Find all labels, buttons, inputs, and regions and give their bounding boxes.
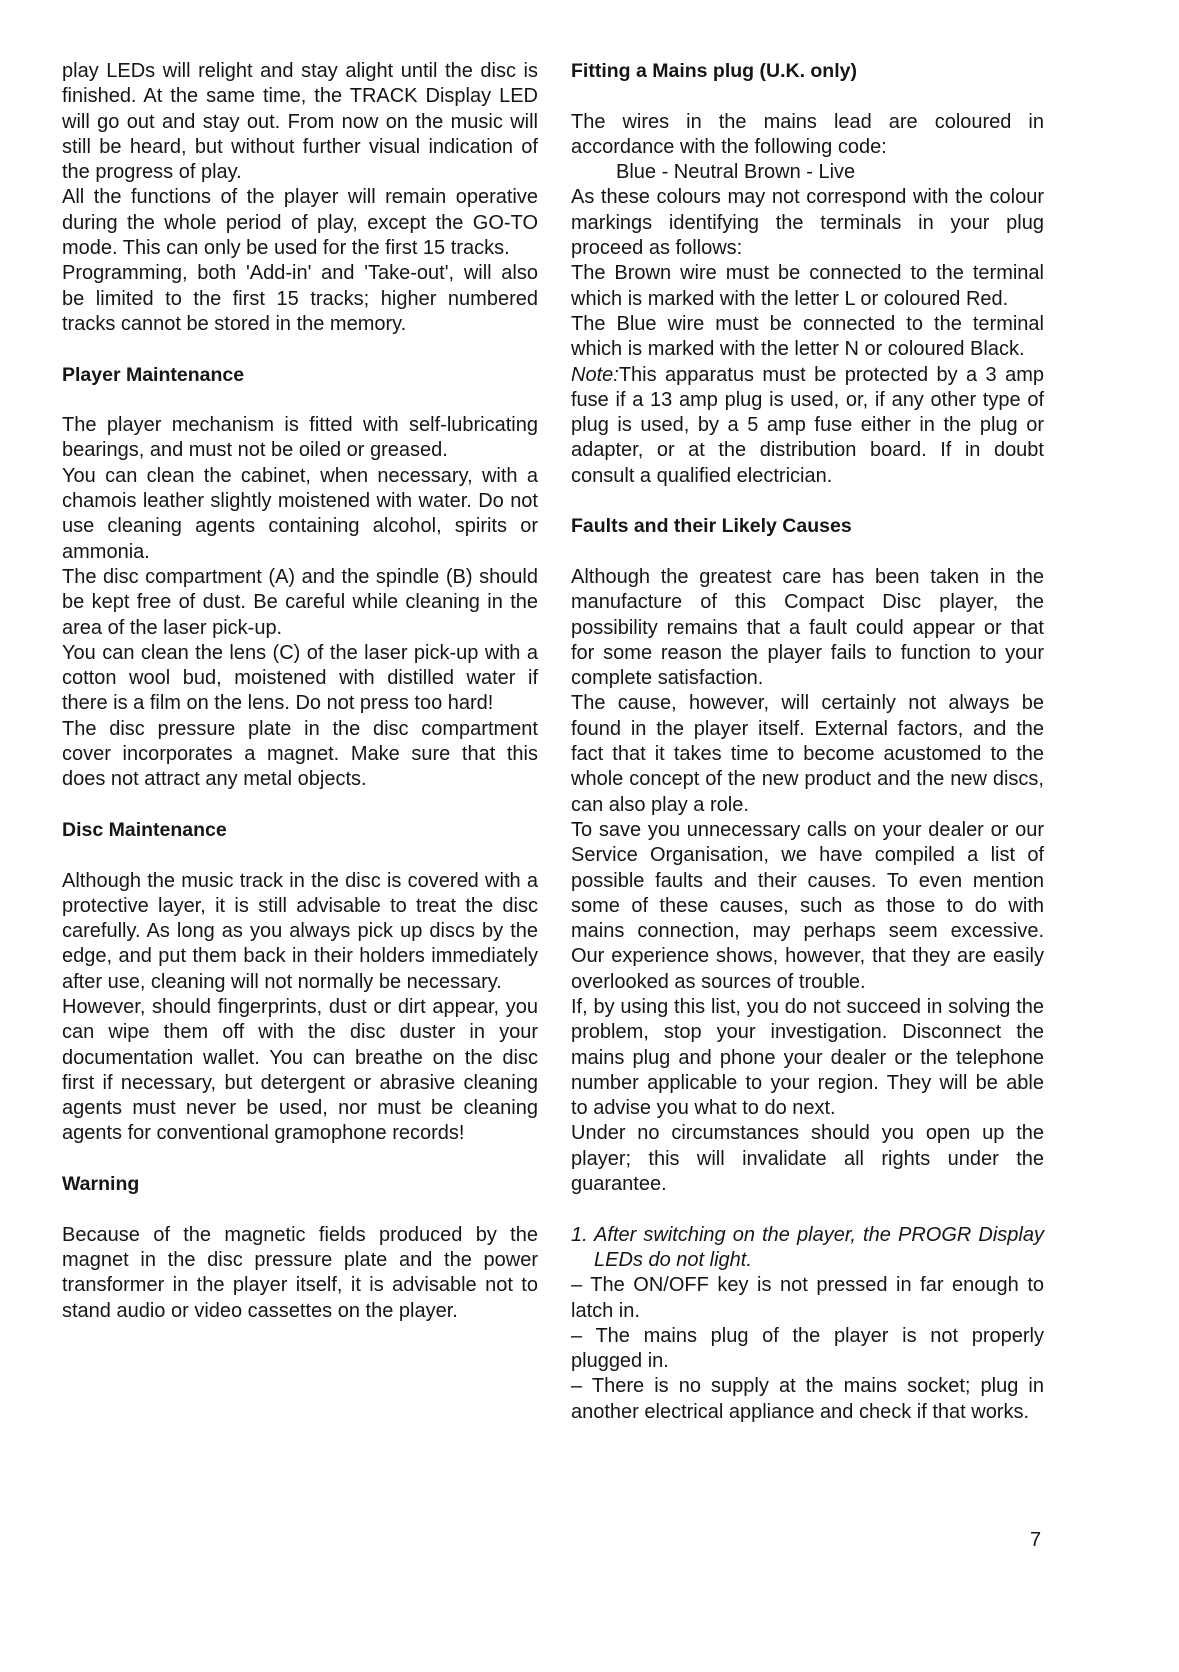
wire-colour-codes <box>571 160 1044 185</box>
paragraph: The cause, however, will certainly not always be found in the player itself. External factors, and the fact that it takes time to become acustomed to the whole concept of the new product and the new discs, can also play a role. <box>571 692 1044 816</box>
paragraph: If, by using this list, you do not succeed in solving the problem, stop your investigation. Disconnect the mains plug and phone your dealer or the telephone number applicable to your region. They will be able to advise you what to do next. <box>571 995 1044 1120</box>
paragraph: The disc compartment (A) and the spindle (B) should be kept free of dust. Be careful while cleaning in the area of the laser pick-up. <box>62 565 538 639</box>
paragraph: Programming, both 'Add-in' and 'Take-out', will also be limited to the first 15 tracks; higher numbered tracks cannot be stored in the memory. <box>62 262 538 335</box>
paragraph: You can clean the lens (C) of the laser pick-up with a cotton wool bud, moistened with distilled water if there is a film on the lens. Do not press too hard! <box>62 641 538 715</box>
paragraph: However, should fingerprints, dust or dirt appear, you can wipe them off with the disc duster in your documentation wallet. You can breathe on the disc first if necessary, but detergent or abrasive cleaning agents must never be used, nor must be cleaning agents for conventional gramophone records! <box>62 995 538 1145</box>
heading-warning: Warning <box>62 1173 140 1196</box>
note-text: This apparatus must be protected by a 3 amp fuse if a 13 amp plug is used, or, if any other type of plug is used, by a 5 amp fuse either in the plug or adapter, or at the distribution board. If in doubt consult a qualified electrician. <box>571 363 1044 487</box>
left-column <box>62 59 538 1324</box>
fault-cause: – The mains plug of the player is not properly plugged in. <box>571 1324 1044 1373</box>
paragraph: Although the music track in the disc is covered with a protective layer, it is still advisable to treat the disc carefully. As long as you always pick up discs by the edge, and put them back in their holders immediately after use, cleaning will not normally be necessary. <box>62 869 538 993</box>
code-blue: Blue - Neutral <box>616 161 739 184</box>
paragraph: The disc pressure plate in the disc compartment cover incorporates a magnet. Make sure that this does not attract any metal objects. <box>62 717 538 791</box>
paragraph: The player mechanism is fitted with self-lubricating bearings, and must not be oiled or greased. <box>62 414 538 462</box>
paragraph: To save you unnecessary calls on your dealer or our Service Organisation, we have compiled a list of possible faults and their causes. To even mention some of these causes, such as those to do with mains connection, may perhaps seem excessive. Our experience shows, however, that they are easily overlooked as sources of trouble. <box>571 818 1044 993</box>
code-brown: Brown - Live <box>744 161 856 184</box>
paragraph: play LEDs will relight and stay alight until the disc is finished. At the same time, the TRACK Display LED will go out and stay out. From now on the music will still be heard, but without further visual indication of the progress of play. <box>62 60 538 184</box>
paragraph: The Blue wire must be connected to the terminal which is marked with the letter N or coloured Black. <box>571 312 1044 361</box>
page-number: 7 <box>1030 1529 1042 1551</box>
paragraph: Under no circumstances should you open up the player; this will invalidate all rights under the guarantee. <box>571 1122 1044 1196</box>
fault-cause: – The ON/OFF key is not pressed in far enough to latch in. <box>571 1274 1044 1322</box>
paragraph: Because of the magnetic fields produced by the magnet in the disc pressure plate and the power transformer in the player itself, it is advisable not to stand audio or video cassettes on the player. <box>62 1223 538 1322</box>
paragraph: The Brown wire must be connected to the terminal which is marked with the letter L or coloured Red. <box>571 262 1044 310</box>
note-paragraph <box>571 363 1044 489</box>
fault-cause: – There is no supply at the mains socket; plug in another electrical appliance and check if that works. <box>571 1375 1044 1423</box>
paragraph: As these colours may not correspond with the colour markings identifying the terminals in your plug proceed as follows: <box>571 186 1044 260</box>
fault-item-1: 1. After switching on the player, the PROGR Display LEDs do not light. <box>571 1223 1044 1271</box>
heading-disc-maintenance: Disc Maintenance <box>62 818 227 841</box>
paragraph: You can clean the cabinet, when necessary, with a chamois leather slightly moistened with water. Do not use cleaning agents containing alcohol, spirits or ammonia. <box>62 464 538 563</box>
paragraph: All the functions of the player will remain operative during the whole period of play, except the GO-TO mode. This can only be used for the first 15 tracks. <box>62 186 538 260</box>
heading-mains-plug: Fitting a Mains plug (U.K. only) <box>571 60 857 82</box>
right-column <box>571 59 1044 1425</box>
heading-faults: Faults and their Likely Causes <box>571 515 852 538</box>
paragraph: Although the greatest care has been taken in the manufacture of this Compact Disc player, the possibility remains that a fault could appear or that for some reason the player fails to function to your complete satisfaction. <box>571 565 1044 690</box>
paragraph: The wires in the mains lead are coloured in accordance with the following code: <box>571 110 1044 158</box>
note-label: Note: <box>571 363 619 386</box>
heading-player-maintenance: Player Maintenance <box>62 363 245 386</box>
